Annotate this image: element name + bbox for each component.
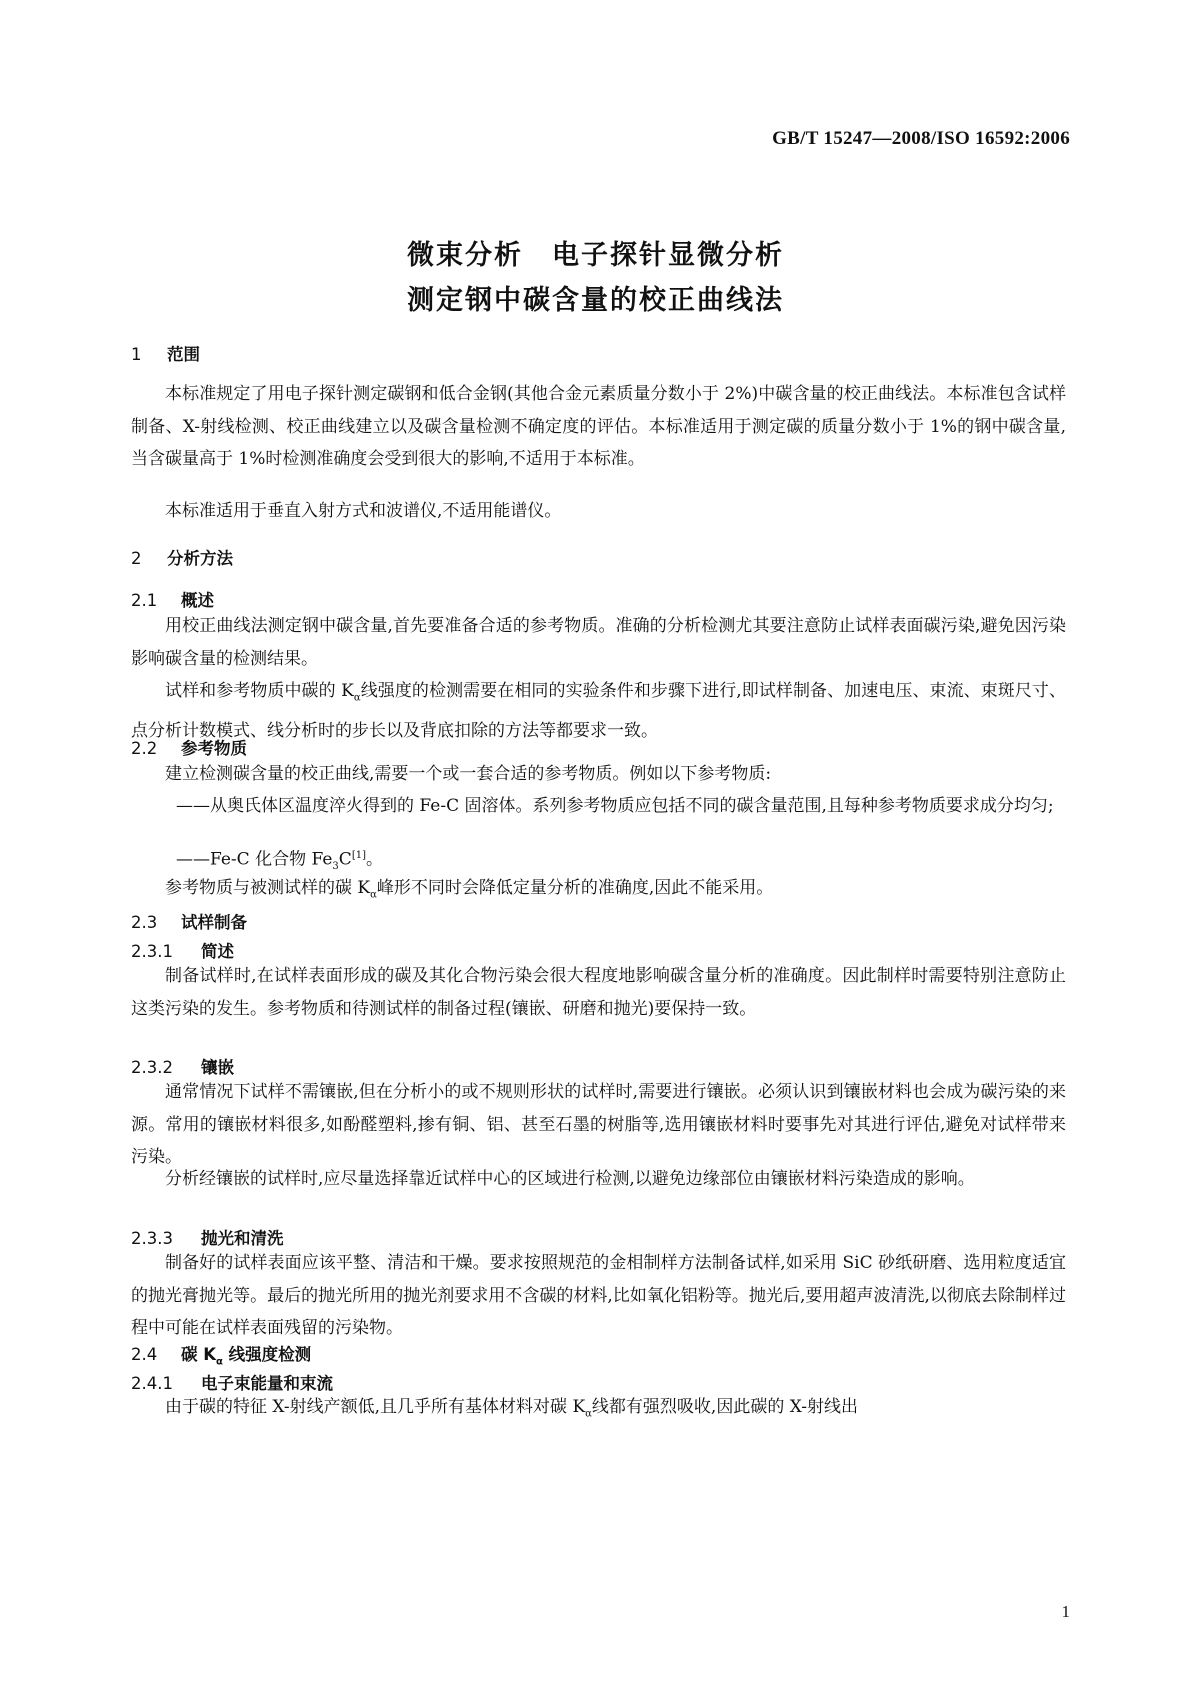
list-item-fe3c: ——Fe-C 化合物 $Fe_3C[1]$。 [176, 849, 383, 873]
section-heading-2-3 [131, 909, 247, 933]
section-number: 2.3.1 [131, 942, 173, 961]
paragraph-scope-1: 本标准规定了用电子探针测定碳钢和低合金钢(其他合金元素质量分数小于 2%)中碳含量的校正曲线法。本标准包含试样制备、X-射线检测、校正曲线建立以及碳含量检测不确定度的评估。本标准适用于测定碳的质量分数小于 1%的钢中碳含量,当含碳量高于 1%时检测准确度会受到很大的影响,不适用于本标准。 [131, 384, 1066, 469]
paragraph-scope-2: 本标准适用于垂直入射方式和波谱仪,不适用能谱仪。 [165, 501, 562, 521]
section-title: 镶嵌 [201, 1058, 234, 1077]
paragraph-reference-1: 建立检测碳含量的校正曲线,需要一个或一套合适的参考物质。例如以下参考物质: [165, 764, 772, 784]
document-title-line2: 测定钢中碳含量的校正曲线法 [407, 285, 784, 316]
section-title: 电子束能量和束流 [201, 1374, 333, 1393]
section-heading-2-1 [131, 587, 214, 611]
section-title: 参考物质 [181, 739, 247, 758]
section-number: 1 [131, 345, 142, 364]
section-heading-2-3-1 [131, 938, 234, 962]
section-title: 概述 [181, 591, 214, 610]
paragraph-mounting-2: 分析经镶嵌的试样时,应尽量选择靠近试样中心的区域进行检测,以避免边缘部位由镶嵌材料污染造成的影响。 [165, 1169, 975, 1189]
section-title: 范围 [167, 345, 200, 364]
section-number: 2 [131, 549, 142, 568]
paragraph-overview-1: 用校正曲线法测定钢中碳含量,首先要准备合适的参考物质。准确的分析检测尤其要注意防止试样表面碳污染,避免因污染影响碳含量的检测结果。 [131, 616, 1066, 669]
paragraph-polishing: 制备好的试样表面应该平整、清洁和干燥。要求按照规范的金相制样方法制备试样,如采用 SiC 砂纸研磨、选用粒度适宜的抛光膏抛光等。最后的抛光所用的抛光剂要求用不含碳的材料,比如氧化铝粉等。抛光后,要用超声波清洗,以彻底去除制样过程中可能在试样表面残留的污染物。 [131, 1253, 1066, 1338]
section-heading-2-3-3 [131, 1225, 284, 1249]
paragraph-mounting-1: 通常情况下试样不需镶嵌,但在分析小的或不规则形状的试样时,需要进行镶嵌。必须认识到镶嵌材料也会成为碳污染的来源。常用的镶嵌材料很多,如酚醛塑料,掺有铜、铝、甚至石墨的树脂等,选用镶嵌材料时要事先对其进行评估,避免对试样带来污染。 [131, 1082, 1066, 1167]
section-number: 2.3.2 [131, 1058, 173, 1077]
section-number: 2.4 [131, 1345, 158, 1364]
paragraph-prep-overview: 制备试样时,在试样表面形成的碳及其化合物污染会很大程度地影响碳含量分析的准确度。因此制样时需要特别注意防止这类污染的发生。参考物质和待测试样的制备过程(镶嵌、研磨和抛光)要保持一致。 [131, 966, 1066, 1019]
list-item-fe-c-solid-solution: ——从奥氏体区温度淬火得到的 Fe-C 固溶体。系列参考物质应包括不同的碳含量范围,且每种参考物质要求成分均匀; [176, 796, 1054, 816]
section-number: 2.4.1 [131, 1374, 173, 1393]
paragraph-overview-2: 试样和参考物质中碳的 $K_\alpha$线强度的检测需要在相同的实验条件和步骤下进行,即试样制备、加速电压、束流、束斑尺寸、点分析计数模式、线分析时的步长以及背底扣除的方法等都要求一致。 [131, 681, 1067, 741]
standard-code: GB/T 15247—2008/ISO 16592:2006 [772, 128, 1070, 149]
section-title: 抛光和清洗 [201, 1229, 284, 1248]
section-title: 简述 [201, 942, 234, 961]
paragraph-beam-energy: 由于碳的特征 X-射线产额低,且几乎所有基体材料对碳 $K_\alpha$线都有强烈吸收,因此碳的 X-射线出 [165, 1397, 858, 1420]
section-heading-1 [131, 341, 200, 365]
section-title: 分析方法 [167, 549, 233, 568]
section-title: 试样制备 [181, 913, 247, 932]
section-number: 2.3.3 [131, 1229, 173, 1248]
section-heading-2-3-2 [131, 1054, 234, 1078]
page-number: 1 [1061, 1602, 1070, 1621]
section-heading-2-2 [131, 735, 247, 759]
section-number: 2.1 [131, 591, 158, 610]
section-number: 2.3 [131, 913, 158, 932]
document-title-line1: 微束分析 电子探针显微分析 [407, 240, 784, 271]
section-heading-2 [131, 545, 233, 569]
paragraph-reference-2: 参考物质与被测试样的碳 $K_\alpha$峰形不同时会降低定量分析的准确度,因此不能采用。 [165, 878, 774, 901]
section-heading-2-4: 2.4 碳 $K_\alpha$ 线强度检测 [131, 1345, 312, 1368]
section-number: 2.2 [131, 739, 158, 758]
